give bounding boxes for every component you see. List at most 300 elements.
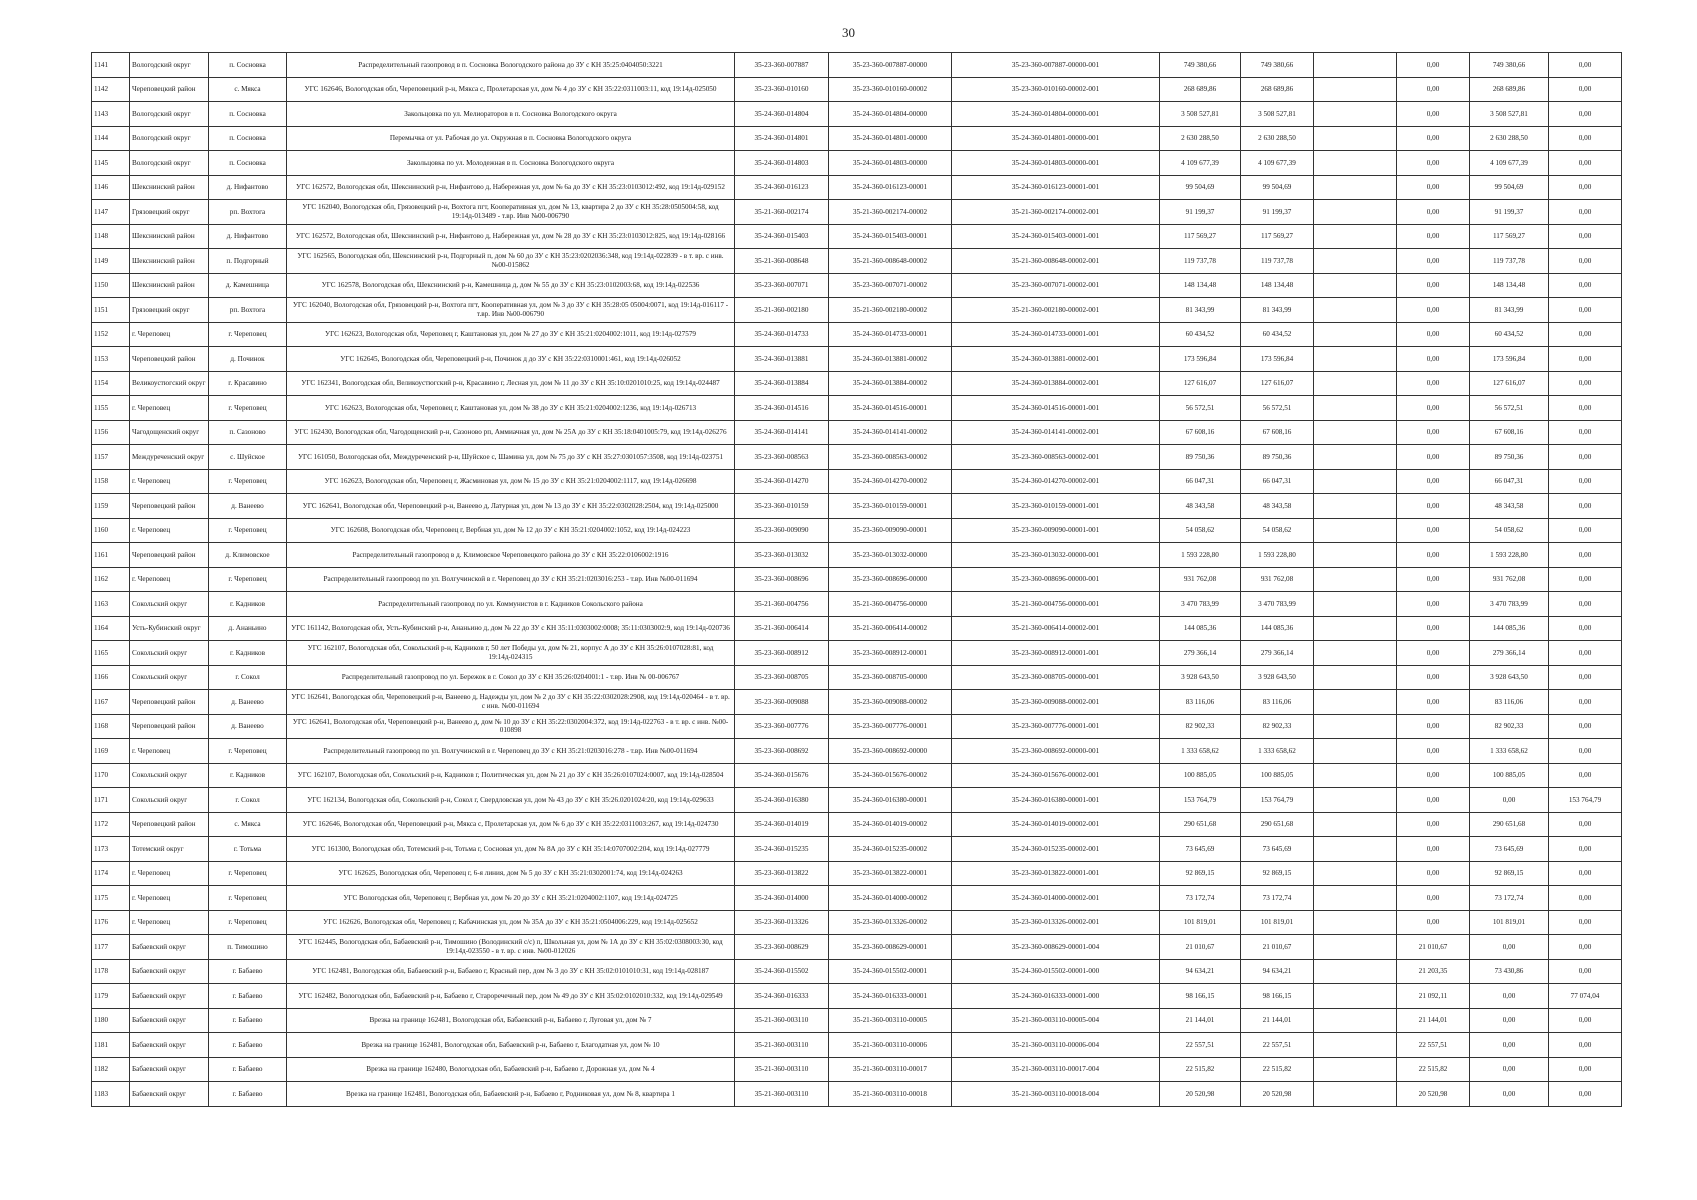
value-cell: 3 508 527,81 <box>1470 102 1549 127</box>
component-code-cell: 35-23-360-007071-00002-001 <box>952 273 1160 298</box>
value-cell: 117 569,27 <box>1160 224 1241 249</box>
object-code-cell: 35-21-360-003110-00017 <box>829 1057 952 1082</box>
value-cell: 0,00 <box>1397 200 1470 225</box>
table-row <box>92 53 1622 78</box>
value-cell: 77 074,04 <box>1549 984 1622 1009</box>
settlement-cell: г. Бабаево <box>209 1057 287 1082</box>
value-cell: 66 047,31 <box>1470 469 1549 494</box>
value-cell: 92 869,15 <box>1160 861 1241 886</box>
object-description-cell: УГС 162646, Вологодская обл, Череповецкий р-н, Мякса с, Пролетарская ул, дом № 4 до ЗУ с КН 35:22:0311003:11, код 19:14д-025050 <box>287 77 735 102</box>
row-number: 1166 <box>92 665 130 690</box>
row-number: 1164 <box>92 616 130 641</box>
value-cell: 0,00 <box>1397 567 1470 592</box>
value-cell: 0,00 <box>1549 420 1622 445</box>
municipality-cell: Сокольский округ <box>130 641 209 666</box>
municipality-cell: г. Череповец <box>130 396 209 421</box>
inventory-code-cell: 35-23-360-007887 <box>735 53 829 78</box>
value-cell <box>1314 322 1397 347</box>
table-row <box>92 641 1622 666</box>
value-cell <box>1314 812 1397 837</box>
inventory-code-cell: 35-24-360-015403 <box>735 224 829 249</box>
settlement-cell: д. Нифантово <box>209 175 287 200</box>
table-row <box>92 494 1622 519</box>
settlement-cell: г. Кадников <box>209 592 287 617</box>
value-cell: 0,00 <box>1549 469 1622 494</box>
value-cell: 60 434,52 <box>1470 322 1549 347</box>
value-cell: 0,00 <box>1397 788 1470 813</box>
municipality-cell: г. Череповец <box>130 567 209 592</box>
value-cell: 268 689,86 <box>1241 77 1314 102</box>
value-cell: 173 596,84 <box>1470 347 1549 372</box>
value-cell: 0,00 <box>1397 151 1470 176</box>
row-number: 1143 <box>92 102 130 127</box>
value-cell: 2 630 288,50 <box>1241 126 1314 151</box>
municipality-cell: Чагодощенский округ <box>130 420 209 445</box>
settlement-cell: г. Череповец <box>209 322 287 347</box>
inventory-code-cell: 35-24-360-015235 <box>735 837 829 862</box>
value-cell: 99 504,69 <box>1241 175 1314 200</box>
table-row <box>92 322 1622 347</box>
municipality-cell: Шекснинский район <box>130 273 209 298</box>
settlement-cell: г. Бабаево <box>209 1008 287 1033</box>
value-cell: 1 593 228,80 <box>1470 543 1549 568</box>
row-number: 1152 <box>92 322 130 347</box>
object-description-cell: Распределительный газопровод по ул. Волгучинской в г. Череповец до ЗУ с КН 35:21:0203016:253 - т.вр. Инв №00-011694 <box>287 567 735 592</box>
settlement-cell: г. Череповец <box>209 396 287 421</box>
value-cell <box>1314 249 1397 274</box>
value-cell: 67 608,16 <box>1470 420 1549 445</box>
value-cell <box>1314 77 1397 102</box>
value-cell: 153 764,79 <box>1241 788 1314 813</box>
value-cell: 0,00 <box>1549 837 1622 862</box>
value-cell: 279 366,14 <box>1160 641 1241 666</box>
component-code-cell: 35-21-360-008648-00002-001 <box>952 249 1160 274</box>
value-cell: 0,00 <box>1397 910 1470 935</box>
component-code-cell: 35-24-360-013881-00002-001 <box>952 347 1160 372</box>
table-row <box>92 175 1622 200</box>
value-cell: 99 504,69 <box>1470 175 1549 200</box>
table-row <box>92 543 1622 568</box>
component-code-cell: 35-21-360-002174-00002-001 <box>952 200 1160 225</box>
component-code-cell: 35-24-360-014733-00001-001 <box>952 322 1160 347</box>
table-row <box>92 273 1622 298</box>
object-description-cell: УГС 162641, Вологодская обл, Череповецкий р-н, Ванеево д, дом № 10 до ЗУ с КН 35:22:0302004:372, код 19:14д-022763 - в т. вр. с инв. №00-010898 <box>287 714 735 739</box>
component-code-cell: 35-23-360-008563-00002-001 <box>952 445 1160 470</box>
value-cell: 3 470 783,99 <box>1470 592 1549 617</box>
page-number: 30 <box>842 25 855 40</box>
object-description-cell: Закольцовка по ул. Мелиораторов в п. Сосновка Вологодского округа <box>287 102 735 127</box>
value-cell: 0,00 <box>1397 886 1470 911</box>
value-cell: 0,00 <box>1549 371 1622 396</box>
value-cell: 148 134,48 <box>1470 273 1549 298</box>
row-number: 1167 <box>92 690 130 715</box>
object-description-cell: УГС 161300, Вологодская обл, Тотемский р-н, Тотьма г, Сосновая ул, дом № 8А до ЗУ с КН 35:14:0707002:204, код 19:14д-027779 <box>287 837 735 862</box>
table-row <box>92 935 1622 960</box>
row-number: 1154 <box>92 371 130 396</box>
register-table <box>91 52 1622 1107</box>
inventory-code-cell: 35-24-360-013884 <box>735 371 829 396</box>
settlement-cell: п. Сосновка <box>209 53 287 78</box>
inventory-code-cell: 35-24-360-016380 <box>735 788 829 813</box>
object-code-cell: 35-23-360-007887-00000 <box>829 53 952 78</box>
municipality-cell: г. Череповец <box>130 886 209 911</box>
value-cell: 127 616,07 <box>1160 371 1241 396</box>
value-cell <box>1314 494 1397 519</box>
inventory-code-cell: 35-23-360-013326 <box>735 910 829 935</box>
value-cell: 4 109 677,39 <box>1160 151 1241 176</box>
component-code-cell: 35-24-360-015676-00002-001 <box>952 763 1160 788</box>
component-code-cell: 35-24-360-014801-00000-001 <box>952 126 1160 151</box>
inventory-code-cell: 35-21-360-006414 <box>735 616 829 641</box>
value-cell: 3 470 783,99 <box>1160 592 1241 617</box>
row-number: 1172 <box>92 812 130 837</box>
value-cell: 21 144,01 <box>1241 1008 1314 1033</box>
table-row <box>92 567 1622 592</box>
inventory-code-cell: 35-23-360-008629 <box>735 935 829 960</box>
value-cell <box>1314 371 1397 396</box>
table-row <box>92 151 1622 176</box>
row-number: 1156 <box>92 420 130 445</box>
municipality-cell: Усть-Кубинский округ <box>130 616 209 641</box>
settlement-cell: г. Бабаево <box>209 984 287 1009</box>
value-cell: 290 651,68 <box>1470 812 1549 837</box>
table-row <box>92 714 1622 739</box>
row-number: 1171 <box>92 788 130 813</box>
object-code-cell: 35-21-360-002180-00002 <box>829 298 952 323</box>
value-cell: 749 380,66 <box>1160 53 1241 78</box>
value-cell: 0,00 <box>1549 935 1622 960</box>
value-cell: 0,00 <box>1549 763 1622 788</box>
settlement-cell: г. Сокол <box>209 665 287 690</box>
object-description-cell: УГС 162623, Вологодская обл, Череповец г, Каштановая ул, дом № 38 до ЗУ с КН 35:21:0204002:1236, код 19:14д-026713 <box>287 396 735 421</box>
object-code-cell: 35-23-360-013822-00001 <box>829 861 952 886</box>
municipality-cell: Череповецкий район <box>130 714 209 739</box>
value-cell: 148 134,48 <box>1160 273 1241 298</box>
value-cell: 22 557,51 <box>1160 1033 1241 1058</box>
value-cell: 749 380,66 <box>1470 53 1549 78</box>
value-cell: 279 366,14 <box>1470 641 1549 666</box>
value-cell: 89 750,36 <box>1160 445 1241 470</box>
object-description-cell: УГС 162040, Вологодская обл, Грязовецкий р-н, Вохтога пгт, Кооперативная ул, дом № 3 до ЗУ с КН 35:28:05 05004:0071, код 19:14д-016117 - т.вр. Инв №00-006790 <box>287 298 735 323</box>
object-description-cell: УГС 162565, Вологодская обл, Шекснинский р-н, Подгорный п, дом № 60 до ЗУ с КН 35:23:0202036:348, код 19:14д-022839 - в т. вр. с инв. №00-015862 <box>287 249 735 274</box>
value-cell: 3 508 527,81 <box>1241 102 1314 127</box>
inventory-code-cell: 35-23-360-013822 <box>735 861 829 886</box>
object-code-cell: 35-23-360-013032-00000 <box>829 543 952 568</box>
component-code-cell: 35-21-360-003110-00006-004 <box>952 1033 1160 1058</box>
value-cell: 48 343,58 <box>1470 494 1549 519</box>
settlement-cell: д. Нифантово <box>209 224 287 249</box>
table-row <box>92 984 1622 1009</box>
object-description-cell: Закольцовка по ул. Молодежная в п. Сосновка Вологодского округа <box>287 151 735 176</box>
inventory-code-cell: 35-24-360-014270 <box>735 469 829 494</box>
table-row <box>92 518 1622 543</box>
value-cell: 0,00 <box>1397 53 1470 78</box>
value-cell: 0,00 <box>1397 469 1470 494</box>
row-number: 1162 <box>92 567 130 592</box>
value-cell: 98 166,15 <box>1241 984 1314 1009</box>
value-cell: 56 572,51 <box>1160 396 1241 421</box>
object-description-cell: УГС 162626, Вологодская обл, Череповец г, Кабачинская ул, дом № 35А до ЗУ с КН 35:21:0504006:229, код 19:14д-025652 <box>287 910 735 935</box>
object-code-cell: 35-21-360-008648-00002 <box>829 249 952 274</box>
settlement-cell: г. Череповец <box>209 469 287 494</box>
row-number: 1157 <box>92 445 130 470</box>
value-cell: 92 869,15 <box>1470 861 1549 886</box>
value-cell: 0,00 <box>1549 445 1622 470</box>
value-cell: 0,00 <box>1549 567 1622 592</box>
component-code-cell: 35-23-360-010159-00001-001 <box>952 494 1160 519</box>
component-code-cell: 35-24-360-016333-00001-000 <box>952 984 1160 1009</box>
value-cell: 0,00 <box>1549 665 1622 690</box>
value-cell <box>1314 935 1397 960</box>
object-code-cell: 35-23-360-010159-00001 <box>829 494 952 519</box>
value-cell: 94 634,21 <box>1160 959 1241 984</box>
component-code-cell: 35-23-360-013326-00002-001 <box>952 910 1160 935</box>
object-code-cell: 35-24-360-015403-00001 <box>829 224 952 249</box>
value-cell <box>1314 126 1397 151</box>
value-cell: 0,00 <box>1549 347 1622 372</box>
municipality-cell: Бабаевский округ <box>130 959 209 984</box>
object-description-cell: УГС 162430, Вологодская обл, Чагодощенский р-н, Сазоново рп, Аммиачная ул, дом № 25А до ЗУ с КН 35:18:0401005:79, код 19:14д-026276 <box>287 420 735 445</box>
municipality-cell: Вологодский округ <box>130 53 209 78</box>
component-code-cell: 35-23-360-008705-00000-001 <box>952 665 1160 690</box>
municipality-cell: Шекснинский район <box>130 224 209 249</box>
object-code-cell: 35-23-360-009090-00001 <box>829 518 952 543</box>
object-code-cell: 35-23-360-008705-00000 <box>829 665 952 690</box>
object-code-cell: 35-24-360-016333-00001 <box>829 984 952 1009</box>
object-description-cell: УГС 162572, Вологодская обл, Шекснинский р-н, Нифантово д, Набережная ул, дом № 6а до ЗУ с КН 35:23:0103012:492, код 19:14д-029152 <box>287 175 735 200</box>
object-description-cell: УГС 161142, Вологодская обл, Усть-Кубинский р-н, Ананьино д, дом № 22 до ЗУ с КН 35:11:0303002:0008; 35:11:0303002:9, код 19:14д-020736 <box>287 616 735 641</box>
component-code-cell: 35-23-360-008696-00000-001 <box>952 567 1160 592</box>
value-cell: 100 885,05 <box>1241 763 1314 788</box>
table-row <box>92 445 1622 470</box>
object-description-cell: УГС 162641, Вологодская обл, Череповецкий р-н, Ванеево д, Надежды ул, дом № 2 до ЗУ с КН 35:22:0302028:2908, код 19:14д-020464 - в т. вр. с инв. №00-011694 <box>287 690 735 715</box>
value-cell: 20 520,98 <box>1241 1082 1314 1107</box>
settlement-cell: д. Ананьино <box>209 616 287 641</box>
value-cell: 148 134,48 <box>1241 273 1314 298</box>
value-cell: 82 902,33 <box>1160 714 1241 739</box>
value-cell: 73 172,74 <box>1160 886 1241 911</box>
value-cell: 60 434,52 <box>1241 322 1314 347</box>
object-code-cell: 35-24-360-014000-00002 <box>829 886 952 911</box>
value-cell: 3 928 643,50 <box>1160 665 1241 690</box>
table-row <box>92 665 1622 690</box>
object-code-cell: 35-24-360-014019-00002 <box>829 812 952 837</box>
inventory-code-cell: 35-21-360-002174 <box>735 200 829 225</box>
component-code-cell: 35-23-360-013032-00000-001 <box>952 543 1160 568</box>
value-cell: 83 116,06 <box>1470 690 1549 715</box>
value-cell: 81 343,99 <box>1160 298 1241 323</box>
municipality-cell: Вологодский округ <box>130 151 209 176</box>
value-cell: 0,00 <box>1397 543 1470 568</box>
value-cell: 82 902,33 <box>1470 714 1549 739</box>
inventory-code-cell: 35-21-360-003110 <box>735 1033 829 1058</box>
table-row <box>92 420 1622 445</box>
value-cell <box>1314 959 1397 984</box>
object-description-cell: УГС 162623, Вологодская обл, Череповец г, Жасминовая ул, дом № 15 до ЗУ с КН 35:21:0204002:1117, код 19:14д-026698 <box>287 469 735 494</box>
value-cell: 0,00 <box>1549 151 1622 176</box>
value-cell: 119 737,78 <box>1160 249 1241 274</box>
settlement-cell: г. Красавино <box>209 371 287 396</box>
value-cell: 2 630 288,50 <box>1160 126 1241 151</box>
row-number: 1158 <box>92 469 130 494</box>
municipality-cell: г. Череповец <box>130 861 209 886</box>
table-row <box>92 77 1622 102</box>
value-cell: 0,00 <box>1397 396 1470 421</box>
object-description-cell: Распределительный газопровод по ул. Коммунистов в г. Кадников Сокольского района <box>287 592 735 617</box>
component-code-cell: 35-24-360-015403-00001-001 <box>952 224 1160 249</box>
value-cell <box>1314 200 1397 225</box>
row-number: 1150 <box>92 273 130 298</box>
value-cell: 22 557,51 <box>1241 1033 1314 1058</box>
component-code-cell: 35-23-360-010160-00002-001 <box>952 77 1160 102</box>
value-cell: 749 380,66 <box>1241 53 1314 78</box>
value-cell: 100 885,05 <box>1470 763 1549 788</box>
value-cell: 0,00 <box>1549 518 1622 543</box>
value-cell: 21 144,01 <box>1160 1008 1241 1033</box>
inventory-code-cell: 35-21-360-004756 <box>735 592 829 617</box>
object-code-cell: 35-21-360-003110-00006 <box>829 1033 952 1058</box>
object-code-cell: 35-21-360-003110-00018 <box>829 1082 952 1107</box>
value-cell: 931 762,08 <box>1160 567 1241 592</box>
component-code-cell: 35-23-360-013822-00001-001 <box>952 861 1160 886</box>
value-cell: 119 737,78 <box>1470 249 1549 274</box>
row-number: 1180 <box>92 1008 130 1033</box>
object-description-cell: УГС 162572, Вологодская обл, Шекснинский р-н, Нифантово д, Набережная ул, дом № 28 до ЗУ с КН 35:23:0103012:825, код 19:14д-028166 <box>287 224 735 249</box>
settlement-cell: с. Шуйское <box>209 445 287 470</box>
value-cell: 0,00 <box>1549 690 1622 715</box>
component-code-cell: 35-21-360-002180-00002-001 <box>952 298 1160 323</box>
value-cell: 931 762,08 <box>1241 567 1314 592</box>
row-number: 1174 <box>92 861 130 886</box>
value-cell: 21 010,67 <box>1397 935 1470 960</box>
table-row <box>92 200 1622 225</box>
value-cell: 0,00 <box>1470 935 1549 960</box>
inventory-code-cell: 35-23-360-009088 <box>735 690 829 715</box>
value-cell: 144 085,36 <box>1160 616 1241 641</box>
object-code-cell: 35-24-360-015676-00002 <box>829 763 952 788</box>
municipality-cell: Грязовецкий округ <box>130 298 209 323</box>
value-cell: 0,00 <box>1397 837 1470 862</box>
value-cell: 0,00 <box>1549 592 1622 617</box>
value-cell: 0,00 <box>1549 175 1622 200</box>
value-cell: 153 764,79 <box>1549 788 1622 813</box>
inventory-code-cell: 35-24-360-016333 <box>735 984 829 1009</box>
value-cell: 0,00 <box>1549 886 1622 911</box>
inventory-code-cell: 35-24-360-014516 <box>735 396 829 421</box>
value-cell: 0,00 <box>1397 812 1470 837</box>
value-cell: 0,00 <box>1397 77 1470 102</box>
row-number: 1163 <box>92 592 130 617</box>
value-cell: 83 116,06 <box>1241 690 1314 715</box>
value-cell: 89 750,36 <box>1241 445 1314 470</box>
municipality-cell: Шекснинский район <box>130 249 209 274</box>
value-cell <box>1314 53 1397 78</box>
value-cell: 0,00 <box>1549 861 1622 886</box>
object-code-cell: 35-23-360-010160-00002 <box>829 77 952 102</box>
object-description-cell: УГС 162641, Вологодская обл, Череповецкий р-н, Ванеево д, Латурная ул, дом № 13 до ЗУ с КН 35:22:0302028:2504, код 19:14д-025000 <box>287 494 735 519</box>
municipality-cell: Бабаевский округ <box>130 1008 209 1033</box>
table-row <box>92 298 1622 323</box>
value-cell <box>1314 347 1397 372</box>
value-cell: 101 819,01 <box>1241 910 1314 935</box>
row-number: 1168 <box>92 714 130 739</box>
component-code-cell: 35-23-360-007887-00000-001 <box>952 53 1160 78</box>
value-cell <box>1314 1033 1397 1058</box>
value-cell: 21 144,01 <box>1397 1008 1470 1033</box>
object-description-cell: Распределительный газопровод по ул. Волгучинской в г. Череповец до ЗУ с КН 35:21:0203016:278 - т.вр. Инв №00-011694 <box>287 739 735 764</box>
row-number: 1175 <box>92 886 130 911</box>
row-number: 1165 <box>92 641 130 666</box>
object-description-cell: УГС 162481, Вологодская обл, Бабаевский р-н, Бабаево г, Красный пер, дом № 3 до ЗУ с КН 35:02:0101010:31, код 19:14д-028187 <box>287 959 735 984</box>
settlement-cell: рп. Вохтога <box>209 298 287 323</box>
value-cell: 0,00 <box>1397 102 1470 127</box>
settlement-cell: п. Подгорный <box>209 249 287 274</box>
value-cell: 0,00 <box>1549 102 1622 127</box>
value-cell: 98 166,15 <box>1160 984 1241 1009</box>
value-cell: 119 737,78 <box>1241 249 1314 274</box>
component-code-cell: 35-23-360-007776-00001-001 <box>952 714 1160 739</box>
value-cell: 0,00 <box>1549 739 1622 764</box>
component-code-cell: 35-24-360-013884-00002-001 <box>952 371 1160 396</box>
component-code-cell: 35-24-360-016380-00001-001 <box>952 788 1160 813</box>
object-code-cell: 35-24-360-014270-00002 <box>829 469 952 494</box>
object-description-cell: УГС 162040, Вологодская обл, Грязовецкий р-н, Вохтога пгт, Кооперативная ул, дом № 13, квартира 2 до ЗУ с КН 35:28:0505004:58, код 19:14д-013489 - т.вр. Инв №00-006790 <box>287 200 735 225</box>
value-cell: 83 116,06 <box>1160 690 1241 715</box>
component-code-cell: 35-24-360-014804-00000-001 <box>952 102 1160 127</box>
object-description-cell: Распределительный газопровод по ул. Бережок в г. Сокол до ЗУ с КН 35:26:0204001:1 - т.вр. Инв № 00-006767 <box>287 665 735 690</box>
municipality-cell: Сокольский округ <box>130 592 209 617</box>
table-row <box>92 690 1622 715</box>
inventory-code-cell: 35-23-360-007071 <box>735 273 829 298</box>
value-cell: 1 333 658,62 <box>1470 739 1549 764</box>
value-cell <box>1314 1082 1397 1107</box>
table-row <box>92 959 1622 984</box>
row-number: 1148 <box>92 224 130 249</box>
object-code-cell: 35-21-360-006414-00002 <box>829 616 952 641</box>
inventory-code-cell: 35-23-360-008696 <box>735 567 829 592</box>
municipality-cell: Сокольский округ <box>130 763 209 788</box>
value-cell <box>1314 910 1397 935</box>
value-cell <box>1314 763 1397 788</box>
value-cell: 3 508 527,81 <box>1160 102 1241 127</box>
object-code-cell: 35-23-360-008563-00002 <box>829 445 952 470</box>
object-code-cell: 35-24-360-014733-00001 <box>829 322 952 347</box>
value-cell <box>1314 665 1397 690</box>
table-row <box>92 812 1622 837</box>
value-cell: 0,00 <box>1397 126 1470 151</box>
value-cell: 66 047,31 <box>1160 469 1241 494</box>
table-row <box>92 763 1622 788</box>
value-cell: 0,00 <box>1549 77 1622 102</box>
value-cell: 0,00 <box>1470 1033 1549 1058</box>
settlement-cell: г. Бабаево <box>209 959 287 984</box>
value-cell: 101 819,01 <box>1470 910 1549 935</box>
value-cell: 268 689,86 <box>1470 77 1549 102</box>
value-cell: 92 869,15 <box>1241 861 1314 886</box>
settlement-cell: г. Череповец <box>209 739 287 764</box>
municipality-cell: Бабаевский округ <box>130 1033 209 1058</box>
row-number: 1178 <box>92 959 130 984</box>
table-row <box>92 396 1622 421</box>
municipality-cell: Вологодский округ <box>130 102 209 127</box>
value-cell: 67 608,16 <box>1160 420 1241 445</box>
inventory-code-cell: 35-24-360-014019 <box>735 812 829 837</box>
value-cell: 22 515,82 <box>1160 1057 1241 1082</box>
settlement-cell: г. Сокол <box>209 788 287 813</box>
object-description-cell: Перемычка от ул. Рабочая до ул. Окружная в п. Сосновка Вологодского округа <box>287 126 735 151</box>
row-number: 1141 <box>92 53 130 78</box>
value-cell: 0,00 <box>1549 910 1622 935</box>
